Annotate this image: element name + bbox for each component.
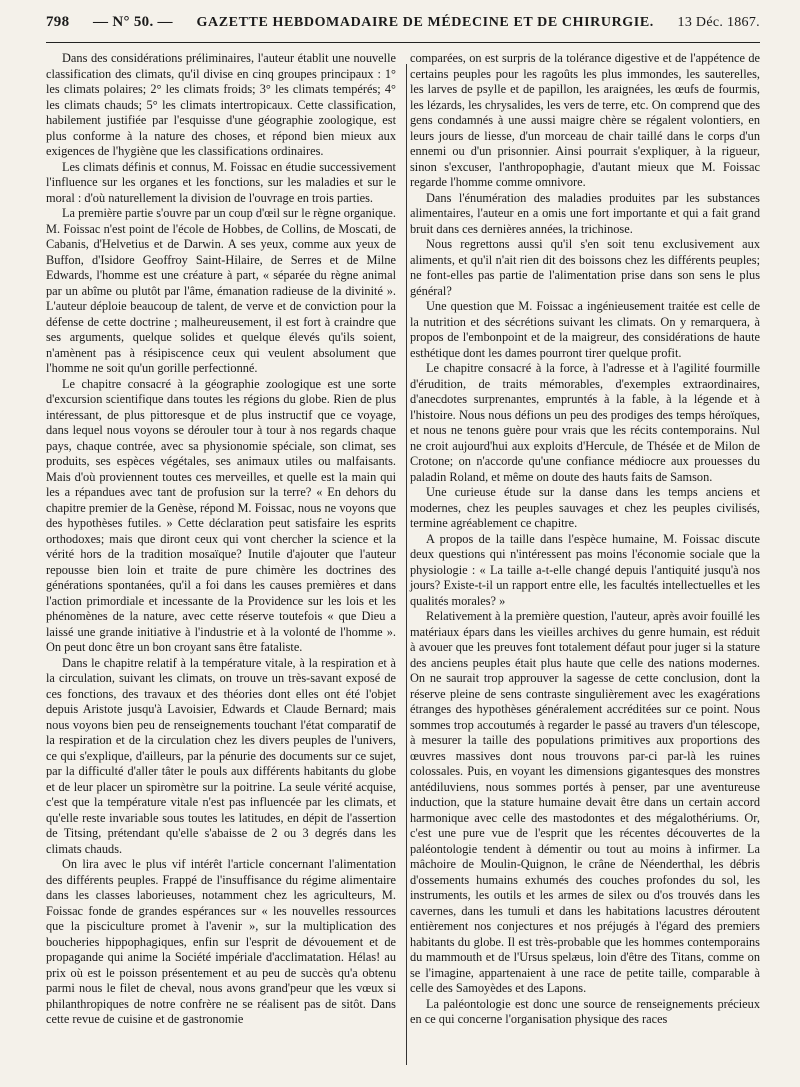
paragraph: Dans des considérations préliminaires, l'auteur établit une nouvelle classification des climats, qu'il divise en cinq groupes principaux : 1° les climats polaires; 2° les climats froids; 3° les climats tempérés; 4° les climats chauds; 5° les climats intertropicaux. Cette classification, habilement justifiée par l'esquisse d'une géographie zoologique, est plus conforme à la nature des choses, et répond bien mieux aux exigences de l'hygiène que les classifications ordinaires.: [46, 51, 396, 158]
page-header: [46, 0, 760, 43]
paragraph: Relativement à la première question, l'auteur, après avoir fouillé les matériaux épars dans les vieilles archives du genre humain, est réduit à avouer que les preuves font totalement défaut pour juger si la stature des anciens peuples était plus haute que celle des nations modernes. On ne saurait trop approuver la sagesse de cette conclusion, dont la réserve pleine de sens contraste singulièrement avec les exagérations étranges des hypothèses généralement accréditées sur ce point. Nous sommes trop accoutumés à regarder le passé au travers d'un télescope, à mesurer la taille des populations primitives aux proportions des œuvres massives dont nous trouvons par-ci par-là les ruines colossales. Puis, en voyant les dimensions gigantesques des monstres antédiluviens, nous sommes portés à penser, par une aventureuse induction, que la stature humaine devait être dans un certain accord harmonique avec celle des mastodontes et des mégalothériums. Or, c'est une pure vue de l'esprit que les récentes découvertes de la paléontologie tendent à démentir ou tout au moins à infirmer. La mâchoire de Moulin-Quignon, le crâne de Néenderthal, les débris d'ossements humains exhumés des couches profondes du sol, les instruments, les outils et les armes de silex ou d'os trouvés dans les cavernes, dans les tumuli et dans les habitations lacustres déroutent entièrement nos conjectures et nos préjugés à l'égard des premiers habitants du globe. Il est très-probable que les hommes contemporains du mammouth et de l'Ursus spelæus, loin d'être des Titans, comme on se l'imagine, appartenaient à une race de petite taille, comparable à celle des Samoyèdes et des Lapons.: [410, 609, 760, 995]
column-rule: [406, 64, 407, 1065]
paragraph: Nous regrettons aussi qu'il s'en soit tenu exclusivement aux aliments, et qu'il n'ait rien dit des boissons chez les différents peuples; ne font-elles pas partie de l'alimentation prise dans son sens le plus général?: [410, 237, 760, 298]
paragraph: Une question que M. Foissac a ingénieusement traitée est celle de la nutrition et des sécrétions suivant les climats. On y remarquera, à propos de l'embonpoint et de la maigreur, des considérations de haute esthétique dont les dames pourront tirer quelque profit.: [410, 299, 760, 360]
paragraph: Le chapitre consacré à la géographie zoologique est une sorte d'excursion scientifique dans toutes les régions du globe. Rien de plus intéressant, de plus pittoresque et de plus instructif que ce voyage, dans lequel nous voyons se dérouler tour à tour à nos regards chaque pays, chaque contrée, avec sa physionomie spéciale, son climat, ses produits, ses espèces végétales, ses animaux utiles ou malfaisants. Mais d'où proviennent toutes ces merveilles, et quelle est la main qui les a répandues avec tant de profusion sur la terre? « En dehors du chapitre premier de la Genèse, répond M. Foissac, nous ne voyons que des hypothèses futiles. » Cette déclaration peut satisfaire les esprits orthodoxes; mais que diront ceux qui vont chercher la science et la vérité hors de la tradition mosaïque? Inutile d'ajouter que l'auteur repousse bien loin et traite de pure chimère les doctrines des générations spontanées, qu'il a foi dans les causes premières et dans l'action primordiale et incessante de la Providence sur les lois et les phénomènes de la nature, avec cette réserve toutefois « que Dieu a laissé une grande initiative à l'industrie et à la volonté de l'homme ». On peut donc être un bon croyant sans être fataliste.: [46, 376, 396, 654]
paragraph: A propos de la taille dans l'espèce humaine, M. Foissac discute deux questions qui n'intéressent pas moins l'économie sociale que la physiologie : « La taille a-t-elle changé depuis l'antiquité jusqu'à nos jours? Existe-t-il un rapport entre elle, les facultés intellectuelles et les qualités morales? »: [410, 531, 760, 608]
paragraph: Dans l'énumération des maladies produites par les substances alimentaires, l'auteur en a omis une fort importante et qui a fait grand bruit dans ces dernières années, la trichinose.: [410, 190, 760, 236]
paragraph: Dans le chapitre relatif à la température vitale, à la respiration et à la circulation, suivant les climats, on trouve un très-savant exposé de ces fonctions, des travaux et des théories dont elles ont été l'objet depuis Aristote jusqu'à Lavoisier, Edwards et Claude Bernard; mais nous voyons bien peu de renseignements touchant l'état comparatif de la respiration et de la circulation chez les divers peuples de l'univers, ce qui s'explique, d'ailleurs, par la pénurie des documents sur ce sujet, par la difficulté d'aller tâter le pouls aux différents habitants du globe et de leur placer un spiromètre sur la poitrine. La seule vérité acquise, c'est que la température vitale n'est pas influencée par les climats, et qu'elle reste invariable sous toutes les latitudes, en dépit de l'assertion de Titsing, prétendant qu'elle s'abaisse de 2 ou 3 degrés dans les climats chauds.: [46, 655, 396, 856]
paragraph: On lira avec le plus vif intérêt l'article concernant l'alimentation des différents peuples. Frappé de l'insuffisance du régime alimentaire dans les classes laborieuses, notamment chez les agriculteurs, M. Foissac fonde de grandes espérances sur « les nouvelles ressources que la pisciculture promet à l'avenir », sur la multiplication des boucheries hippophagiques, enfin sur l'esprit de dévouement et de propagande qui anime la Société impériale d'acclimatation. Hélas! au prix où est le poisson présentement et au peu de succès qu'a obtenu parmi nous le filet de cheval, nous avons grand'peur que les vœux si philanthropiques de notre confrère ne se réalisent pas de sitôt. Dans cette revue de cuisine et de gastronomie: [46, 857, 396, 1026]
paragraph: Les climats définis et connus, M. Foissac en étudie successivement l'influence sur les organes et les fonctions, sur les maladies et sur le moral : d'où naturellement la division de l'ouvrage en trois parties.: [46, 159, 396, 205]
text-columns: [46, 51, 760, 1028]
paragraph: comparées, on est surpris de la tolérance digestive et de l'appétence de certains peuples pour les ragoûts les plus immondes, les sauterelles, les larves de psylle et de papillon, les araignées, les œufs de fourmis, les lézards, les chrysalides, les vers de terre, etc. On comprend que des gens condamnés à une aussi maigre chère se régalent volontiers, en leurs jours de liesse, d'un morceau de chair taillé dans le corps d'un ennemi ou d'un prisonnier. Ainsi pourrait s'expliquer, à la rigueur, sinon s'excuser, l'anthropophagie, d'autant mieux que M. Foissac regarde l'homme comme omnivore.: [410, 51, 760, 189]
page-number: 798: [46, 14, 70, 30]
issue-date: 13 Déc. 1867.: [677, 15, 760, 30]
issue-number: — N° 50. —: [93, 14, 173, 30]
paragraph: La paléontologie est donc une source de renseignements précieux en ce qui concerne l'organisation physique des races: [410, 996, 760, 1026]
left-column: [46, 51, 396, 1028]
journal-title: GAZETTE HEBDOMADAIRE DE MÉDECINE ET DE CHIRURGIE.: [196, 15, 654, 30]
paragraph: Une curieuse étude sur la danse dans les temps anciens et modernes, chez les peuples sauvages et chez les peuples civilisés, termine agréablement ce chapitre.: [410, 485, 760, 530]
paragraph: La première partie s'ouvre par un coup d'œil sur le règne organique. M. Foissac n'est point de l'école de Hobbes, de Collins, de Moscati, de Cabanis, d'Helvetius et de Darwin. A ses yeux, comme aux yeux de Buffon, d'Isidore Geoffroy Saint-Hilaire, de Serres et de Milne Edwards, l'homme est une créature à part, « séparée du règne animal par un abîme ou plutôt par l'âme, émanation radieuse de la divinité ». L'auteur déploie beaucoup de talent, de verve et de conviction pour la défense de cette doctrine ; malheureusement, il est fort à craindre que ses arguments, quelque solides et quelque élevés qu'ils soient, n'amènent pas à résipiscence ceux qui veulent absolument que l'homme ne soit qu'un gorille perfectionné.: [46, 206, 396, 375]
paragraph: Le chapitre consacré à la force, à l'adresse et à l'agilité fourmille d'érudition, de traits mémorables, d'exemples extraordinaires, d'anecdotes surprenantes, empruntés à la fable, à la légende et à l'histoire. Nous nous défions un peu des prodiges des temps héroïques, et nous ne tenons guère pour vrais que les récits contemporains. Nul ne croit aujourd'hui aux exploits d'Hercule, de Thésée et de Milon de Crotone; on n'accorde qu'une confiance médiocre aux prouesses du paladin Roland, et même on doute des hauts faits de Samson.: [410, 361, 760, 484]
right-column: [410, 51, 760, 1028]
